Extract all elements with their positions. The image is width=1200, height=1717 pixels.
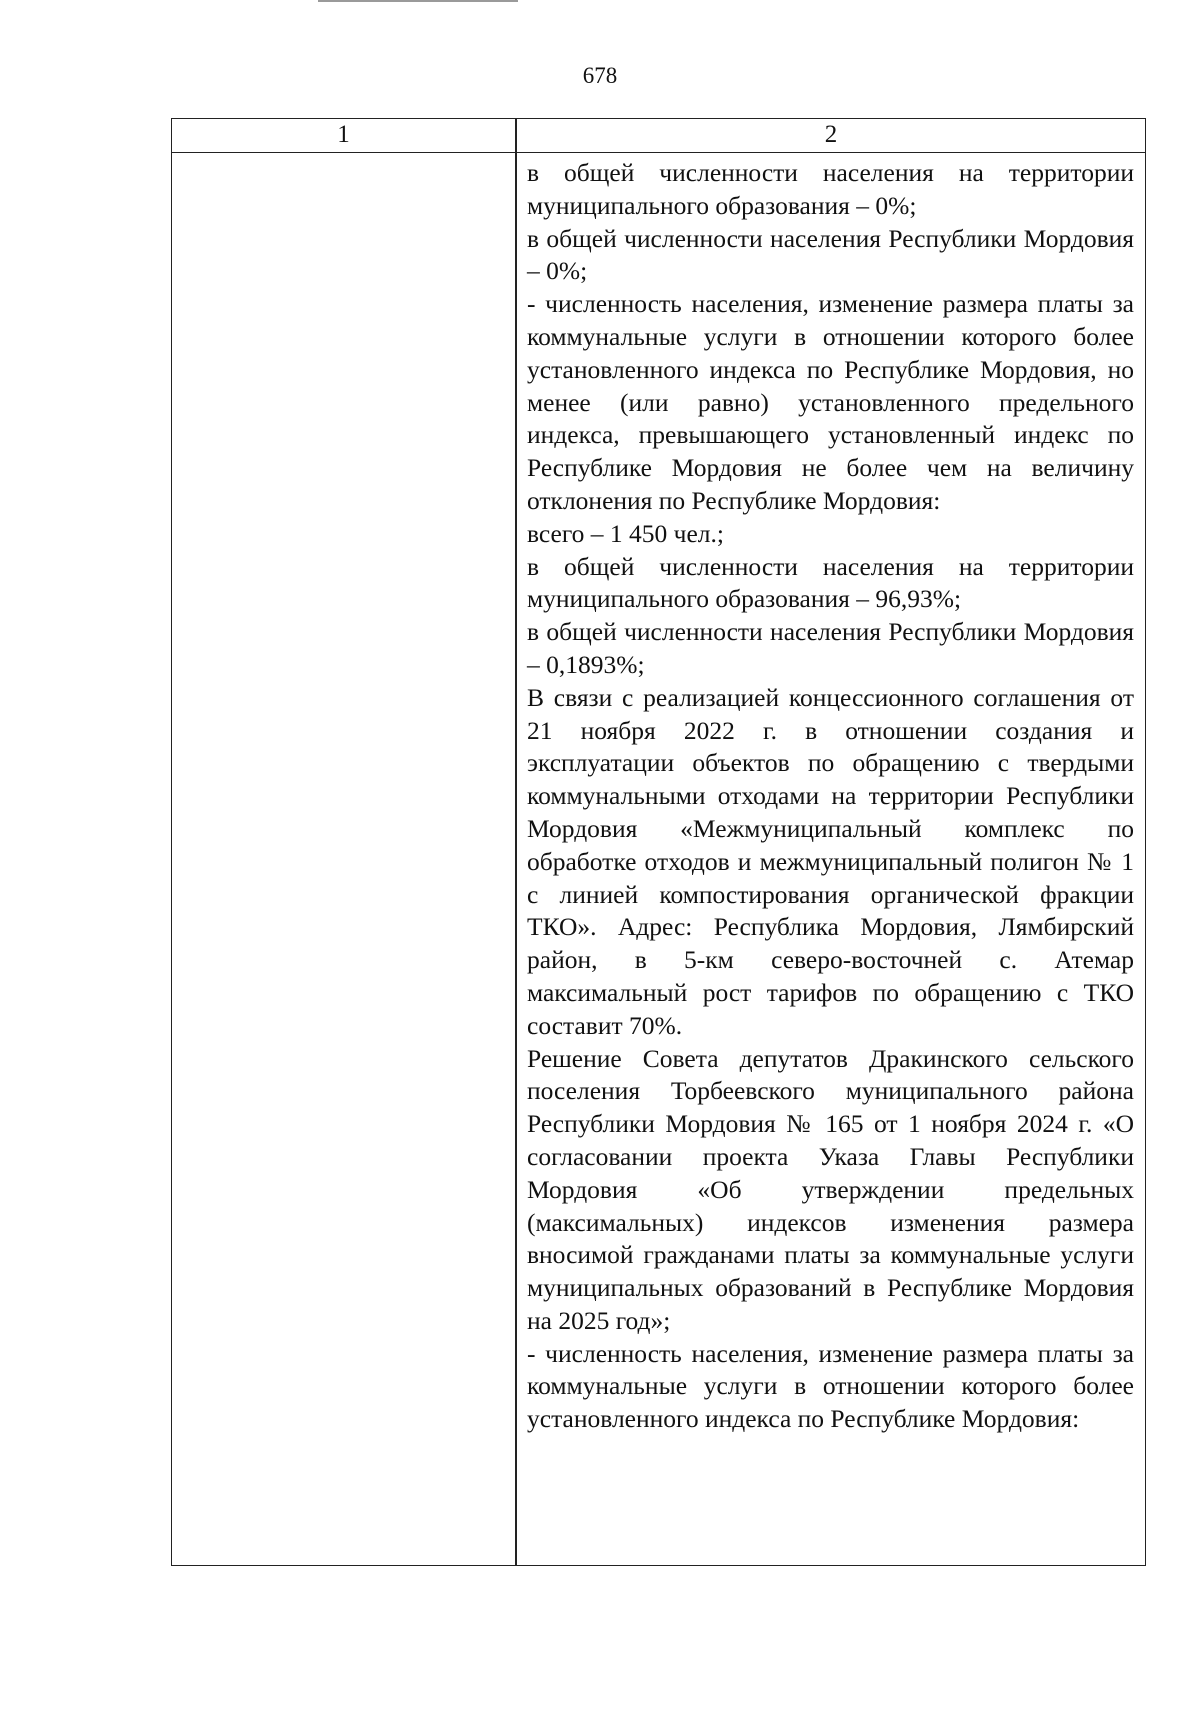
table-header-row [172, 119, 1145, 153]
paragraph-total-population: всего – 1 450 чел.; [527, 518, 724, 548]
top-edge-rule [318, 0, 518, 2]
paragraph-concession-agreement: В связи с реализацией концессионного соглашения от 21 ноября 2022 г. в отношении создания и эксплуатации объектов по обращению с твердыми коммунальными отходами на территории Республики Мордовия «Межмуниципальный комплекс по обработке отходов и межмуниципальный полигон № 1 с линией компостирования органической фракции ТКО». Адрес: Республика Мордовия, Лямбирский район, в 5-км северо-восточней с. Атемар максимальный рост тарифов по обращению с ТКО составит 70%. [527, 682, 1134, 1040]
paragraph-republic-share-0: в общей численности населения Республики Мордовия – 0%; [527, 223, 1134, 286]
paragraph-republic-share-0189: в общей численности населения Республики Мордовия – 0,1893%; [527, 617, 1134, 679]
paragraph-council-decision: Решение Совета депутатов Дракинского сельского поселения Торбеевского муниципального района Республики Мордовия № 165 от 1 ноября 2024 г. «О согласовании проекта Указа Главы Республики Мордовия «Об утверждении предельных (максимальных) индексов изменения размера вносимой гражданами платы за коммунальные услуги муниципальных образований в Республике Мордовия на 2025 год»; [527, 1043, 1134, 1335]
paragraph-municipal-share-96: в общей численности населения на территории муниципального образования – 96,93%; [527, 551, 1134, 614]
column-divider [515, 119, 517, 1565]
column-2-header: 2 [824, 121, 838, 148]
paragraph-municipal-share-0: в общей численности населения на территории муниципального образования – 0%; [527, 158, 1134, 220]
document-table [171, 118, 1146, 1566]
paragraph-population-above-index-2: - численность населения, изменение размера платы за коммунальные услуги в отношении которого более установленного индекса по Республике Мордовия: [527, 1338, 1134, 1434]
column-1-header: 1 [337, 121, 350, 148]
paragraph-population-above-index: - численность населения, изменение размера платы за коммунальные услуги в отношении которого более установленного индекса по Республике Мордовия, но менее (или равно) установленного предельного индекса, превышающего установленный индекс по Республике Мордовия не более чем на величину отклонения по Республике Мордовия: [527, 289, 1134, 515]
page-number: 678 [582, 63, 618, 88]
column-2-content [527, 157, 1134, 1436]
